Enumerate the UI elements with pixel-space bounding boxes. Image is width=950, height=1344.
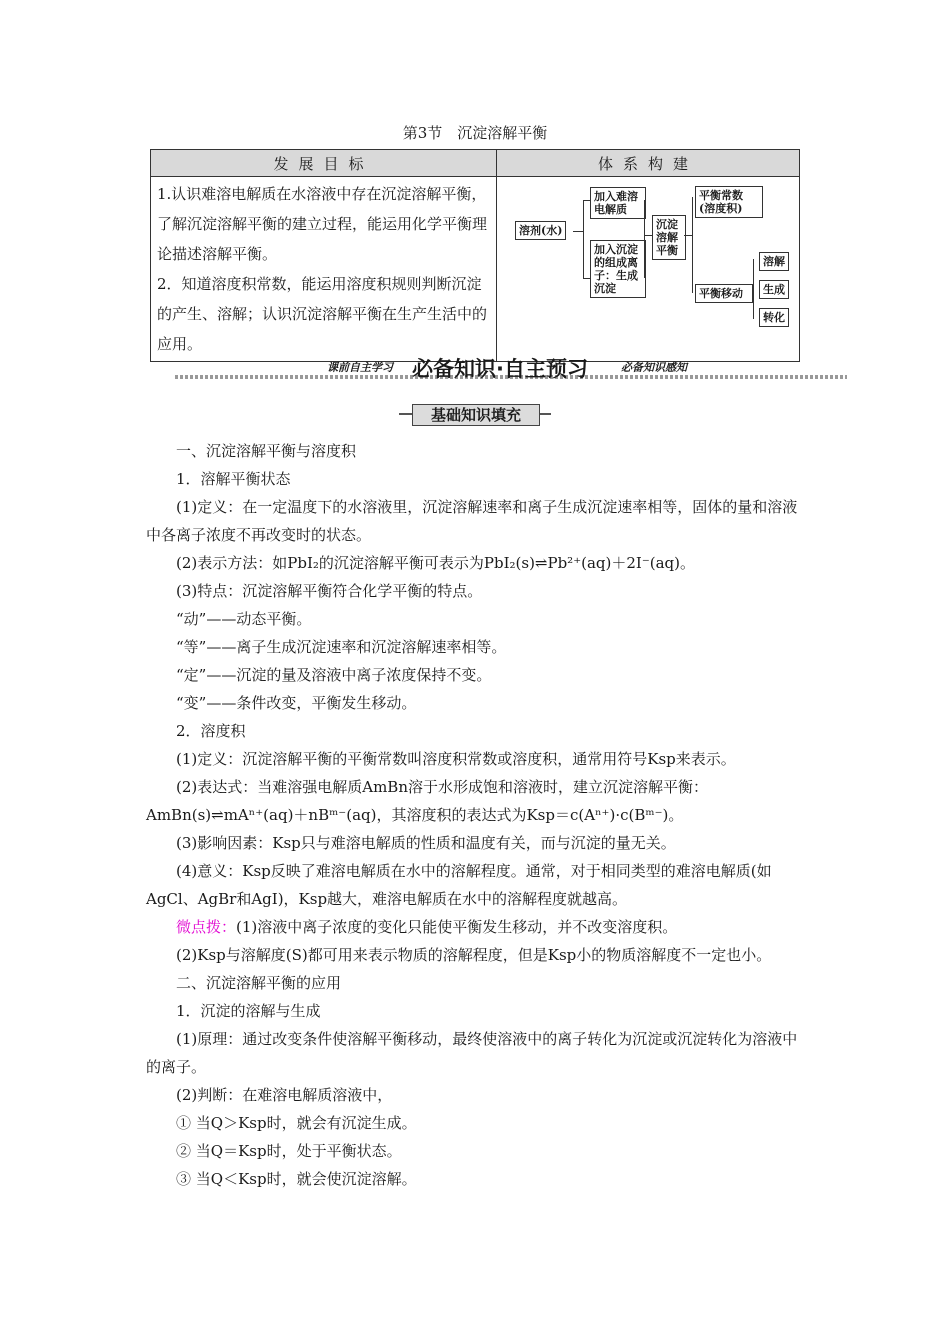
paragraph: “变”——条件改变，平衡发生移动。 bbox=[176, 694, 417, 712]
paragraph: (1)原理：通过改变条件使溶解平衡移动，最终使溶液中的离子转化为沉淀或沉淀转化为溶液中的离子。 bbox=[146, 1030, 798, 1076]
system-header: 体系构建 bbox=[497, 150, 800, 177]
goal-2: 2．知道溶度积常数，能运用溶度积规则判断沉淀的产生、溶解；认识沉淀溶解平衡在生产生活中的应用。 bbox=[157, 275, 488, 353]
paragraph: (2)Ksp与溶解度(S)都可用来表示物质的溶解程度，但是Ksp小的物质溶解度不一定也小。 bbox=[176, 946, 772, 964]
banner-right: 必备知识感知 bbox=[621, 361, 687, 374]
tip-paragraph: 微点拨：(1)溶液中离子浓度的变化只能使平衡发生移动，并不改变溶度积。 bbox=[176, 918, 678, 936]
section-tag: 基础知识填充 bbox=[399, 404, 551, 424]
goals-cell bbox=[151, 177, 497, 362]
tip-label: 微点拨： bbox=[176, 918, 237, 936]
paragraph: “定”——沉淀的量及溶液中离子浓度保持不变。 bbox=[176, 666, 492, 684]
heading-1: 一、沉淀溶解平衡与溶度积 bbox=[176, 442, 357, 460]
paragraph: “动”——动态平衡。 bbox=[176, 610, 312, 628]
box-dissolve: 溶解 bbox=[759, 252, 789, 271]
paragraph: (2)表达式：当难溶强电解质AmBn溶于水形成饱和溶液时，建立沉淀溶解平衡：AmBn(s)⇌mAⁿ⁺(aq)＋nBᵐ⁻(aq)，其溶度积的表达式为Ksp＝c(Aⁿ⁺)·c(Bᵐ⁻)。 bbox=[146, 778, 708, 824]
paragraph: (3)影响因素：Ksp只与难溶电解质的性质和温度有关，而与沉淀的量无关。 bbox=[176, 834, 676, 852]
list-item: ① 当Q＞Ksp时，就会有沉淀生成。 bbox=[176, 1114, 417, 1132]
box-equilibrium: 沉淀溶解平衡 bbox=[652, 215, 686, 260]
paragraph: (3)特点：沉淀溶解平衡符合化学平衡的特点。 bbox=[176, 582, 483, 600]
subheading: 1．溶解平衡状态 bbox=[176, 470, 291, 488]
paragraph: (2)表示方法：如PbI₂的沉淀溶解平衡可表示为PbI₂(s)⇌Pb²⁺(aq)＋2I⁻(aq)。 bbox=[176, 554, 695, 572]
heading-2: 二、沉淀溶解平衡的应用 bbox=[176, 974, 342, 992]
section-title: 第3节 沉淀溶解平衡 bbox=[402, 124, 548, 142]
paragraph: (1)定义：在一定温度下的水溶液里，沉淀溶解速率和离子生成沉淀速率相等，固体的量和溶液中各离子浓度不再改变时的状态。 bbox=[146, 498, 798, 544]
subheading: 1．沉淀的溶解与生成 bbox=[176, 1002, 321, 1020]
list-item: ③ 当Q＜Ksp时，就会使沉淀溶解。 bbox=[176, 1170, 417, 1188]
box-convert: 转化 bbox=[759, 308, 789, 327]
banner-title: 必备知识·自主预习 bbox=[412, 357, 588, 381]
box-solvent: 溶剂(水) bbox=[515, 221, 566, 240]
goal-table bbox=[150, 149, 800, 362]
banner-left: 课前自主学习 bbox=[327, 361, 393, 374]
paragraph: (2)判断：在难溶电解质溶液中， bbox=[176, 1086, 393, 1104]
section-banner bbox=[175, 353, 847, 381]
box-add-ions: 加入沉淀的组成离子：生成沉淀 bbox=[590, 240, 646, 298]
box-add-solute: 加入难溶电解质 bbox=[590, 187, 646, 219]
paragraph: “等”——离子生成沉淀速率和沉淀溶解速率相等。 bbox=[176, 638, 507, 656]
paragraph: (1)定义：沉淀溶解平衡的平衡常数叫溶度积常数或溶度积，通常用符号Ksp来表示。 bbox=[176, 750, 736, 768]
box-shift: 平衡移动 bbox=[695, 284, 753, 303]
box-ksp: 平衡常数(溶度积) bbox=[695, 186, 763, 218]
subheading: 2．溶度积 bbox=[176, 722, 246, 740]
box-form: 生成 bbox=[759, 280, 789, 299]
goal-header: 发展目标 bbox=[151, 150, 497, 177]
paragraph: (4)意义：Ksp反映了难溶电解质在水中的溶解程度。通常，对于相同类型的难溶电解质(如AgCl、AgBr和AgI)，Ksp越大，难溶电解质在水中的溶解程度就越高。 bbox=[146, 862, 772, 908]
diagram-cell bbox=[497, 177, 800, 362]
goal-1: 1.认识难溶电解质在水溶液中存在沉淀溶解平衡，了解沉淀溶解平衡的建立过程，能运用化学平衡理论描述溶解平衡。 bbox=[157, 185, 488, 263]
concept-diagram bbox=[503, 179, 793, 339]
content-body bbox=[146, 437, 811, 1193]
list-item: ② 当Q＝Ksp时，处于平衡状态。 bbox=[176, 1142, 402, 1160]
